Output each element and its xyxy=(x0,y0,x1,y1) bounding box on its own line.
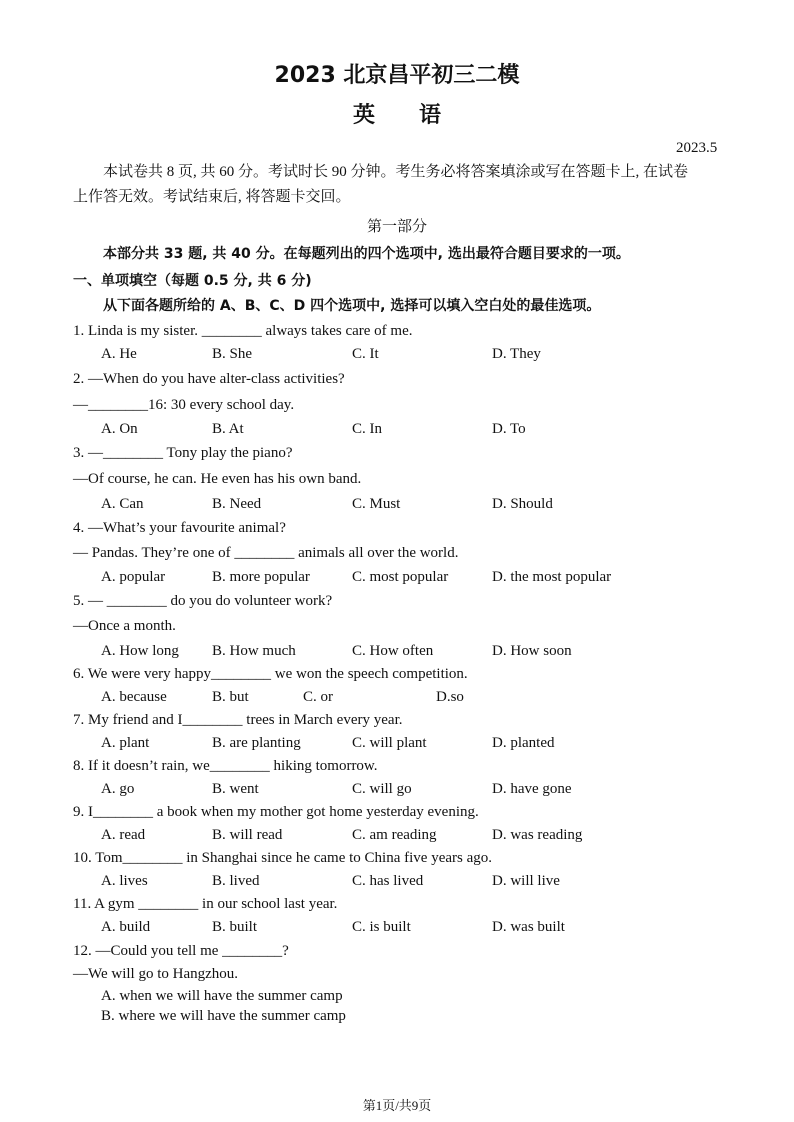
question-8-option: D. have gone xyxy=(492,781,572,797)
question-2-option: C. In xyxy=(352,421,382,437)
question-10-option: B. lived xyxy=(212,873,260,889)
question-8-options xyxy=(101,780,741,798)
section-instruction: 从下面各题所给的 A、B、C、D 四个选项中, 选择可以填入空白处的最佳选项。 xyxy=(103,298,601,314)
question-1-option: B. She xyxy=(212,346,253,362)
question-2-option: B. At xyxy=(212,421,244,437)
question-11-options xyxy=(101,918,741,936)
question-8-option: C. will go xyxy=(352,781,412,797)
question-5-option: D. How soon xyxy=(492,643,572,659)
question-9-option: B. will read xyxy=(212,827,283,843)
question-12-option: B. where we will have the summer camp xyxy=(101,1008,346,1024)
question-3-option: D. Should xyxy=(492,496,553,512)
question-5-option: A. How long xyxy=(101,643,179,659)
question-12-stem-line: —We will go to Hangzhou. xyxy=(73,966,239,982)
question-5-option: C. How often xyxy=(352,643,434,659)
part-description: 本部分共 33 题, 共 40 分。在每题列出的四个选项中, 选出最符合题目要求的一项。 xyxy=(103,246,630,262)
question-10-option: C. has lived xyxy=(352,873,424,889)
question-4-option: D. the most popular xyxy=(492,569,612,585)
question-6-option: D.so xyxy=(436,689,464,705)
question-6-stem-line: 6. We were very happy________ we won the speech competition. xyxy=(73,666,468,682)
question-9-option: C. am reading xyxy=(352,827,437,843)
question-1-option: C. It xyxy=(352,346,379,362)
question-8-stem-line: 8. If it doesn’t rain, we________ hiking tomorrow. xyxy=(73,758,378,774)
question-6-option: A. because xyxy=(101,689,167,705)
question-7-option: B. are planting xyxy=(212,735,301,751)
question-1-option: D. They xyxy=(492,346,541,362)
question-3-options xyxy=(101,495,741,513)
page-footer: 第1页/共9页 xyxy=(362,1098,432,1113)
question-11-option: C. is built xyxy=(352,919,411,935)
question-3-option: B. Need xyxy=(212,496,262,512)
question-9-option: D. was reading xyxy=(492,827,583,843)
question-10-options xyxy=(101,872,741,890)
question-12-stem-line: 12. —Could you tell me ________? xyxy=(73,943,289,959)
question-8-option: A. go xyxy=(101,781,135,797)
question-2-option: D. To xyxy=(492,421,526,437)
question-5-stem-line: 5. — ________ do you do volunteer work? xyxy=(73,593,333,609)
question-1-stem-line: 1. Linda is my sister. ________ always takes care of me. xyxy=(73,323,413,339)
exam-date: 2023.5 xyxy=(676,140,718,156)
question-11-option: D. was built xyxy=(492,919,565,935)
question-2-options xyxy=(101,420,741,438)
question-4-options xyxy=(101,568,741,586)
question-3-option: C. Must xyxy=(352,496,401,512)
question-3-stem-line: 3. —________ Tony play the piano? xyxy=(73,445,293,461)
question-11-stem-line: 11. A gym ________ in our school last year. xyxy=(73,896,338,912)
question-7-options xyxy=(101,734,741,752)
part-heading: 第一部分 xyxy=(366,217,427,235)
intro-line-1: 本试卷共 8 页, 共 60 分。考试时长 90 分钟。考生务必将答案填涂或写在答题卡上, 在试卷 xyxy=(103,164,689,180)
question-5-option: B. How much xyxy=(212,643,296,659)
question-7-stem-line: 7. My friend and I________ trees in March every year. xyxy=(73,712,403,728)
question-8-option: B. went xyxy=(212,781,259,797)
question-10-option: A. lives xyxy=(101,873,148,889)
intro-line-2: 上作答无效。考试结束后, 将答题卡交回。 xyxy=(73,189,351,205)
question-10-option: D. will live xyxy=(492,873,560,889)
question-7-option: D. planted xyxy=(492,735,555,751)
question-9-option: A. read xyxy=(101,827,146,843)
question-2-stem-line: 2. —When do you have alter-class activities? xyxy=(73,371,345,387)
question-1-options xyxy=(101,345,741,363)
question-4-option: A. popular xyxy=(101,569,166,585)
question-4-option: B. more popular xyxy=(212,569,310,585)
question-5-options xyxy=(101,642,741,660)
question-4-option: C. most popular xyxy=(352,569,449,585)
question-6-options xyxy=(101,688,741,706)
question-11-option: A. build xyxy=(101,919,151,935)
question-2-option: A. On xyxy=(101,421,138,437)
subject-title: 英 语 xyxy=(352,103,441,128)
question-9-options xyxy=(101,826,741,844)
question-6-option: B. but xyxy=(212,689,249,705)
section-heading: 一、单项填空（每题 0.5 分, 共 6 分) xyxy=(73,273,312,289)
question-3-option: A. Can xyxy=(101,496,144,512)
question-7-option: A. plant xyxy=(101,735,150,751)
question-4-stem-line: 4. —What’s your favourite animal? xyxy=(73,520,286,536)
question-4-stem-line: — Pandas. They’re one of ________ animals all over the world. xyxy=(73,545,459,561)
question-11-option: B. built xyxy=(212,919,258,935)
exam-title: 2023 北京昌平初三二模 xyxy=(274,63,520,88)
question-12-option: A. when we will have the summer camp xyxy=(101,988,343,1004)
question-5-stem-line: —Once a month. xyxy=(73,618,176,634)
question-10-stem-line: 10. Tom________ in Shanghai since he came to China five years ago. xyxy=(73,850,492,866)
question-2-stem-line: —________16: 30 every school day. xyxy=(73,397,295,413)
question-9-stem-line: 9. I________ a book when my mother got home yesterday evening. xyxy=(73,804,479,820)
question-3-stem-line: —Of course, he can. He even has his own band. xyxy=(73,471,362,487)
question-1-option: A. He xyxy=(101,346,137,362)
question-7-option: C. will plant xyxy=(352,735,427,751)
question-6-option: C. or xyxy=(303,689,333,705)
